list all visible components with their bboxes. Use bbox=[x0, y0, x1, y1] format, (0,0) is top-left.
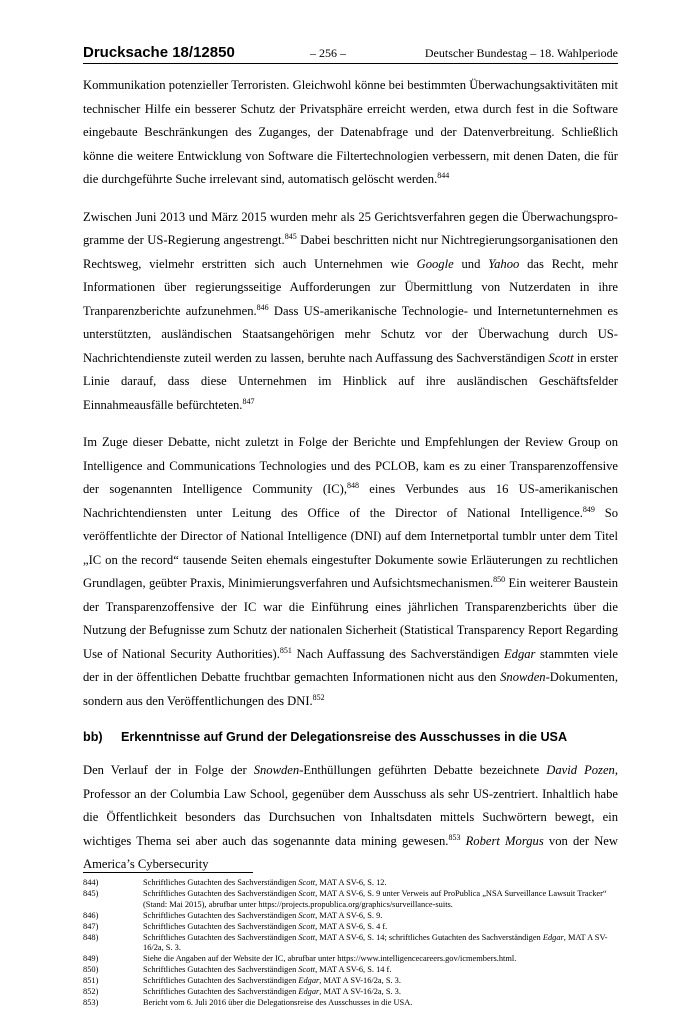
subheading-number: bb) bbox=[83, 730, 103, 744]
page-number: – 256 – bbox=[310, 46, 346, 60]
footnote-ref[interactable]: 853 bbox=[448, 832, 461, 842]
footnote: 846) Schriftliches Gutachten des Sachverständigen Scott, MAT A SV-6, S. 9. bbox=[83, 910, 383, 920]
footnote-separator bbox=[83, 872, 253, 873]
footnote: 851) Schriftliches Gutachten des Sachverständigen Edgar, MAT A SV-16/2a, S. 3. bbox=[83, 976, 401, 986]
footnote-ref[interactable]: 848 bbox=[346, 480, 359, 490]
paragraph-3: Im Zuge dieser Debatte, nicht zuletzt in Folge der Berichte und Empfehlungen der Review Group on Intelligence and Communications Technologies und des PCLOB, kam es zu einer Transparenzoffensive der sogenannten Intelligence Community (IC),$^{848}$ eines Verbundes aus 16 US-amerikanischen Nachrichtendiensten unter Leitung des Office of the Director of National Intelligence.$^{849}$ So veröffentlichte der Director of National Intelligence (DNI) auf dem Internetportal tumblr unter dem Titel „IC on the record“ tausende Seiten ehemals eingestufter Dokumente sowie Erläuterungen zu rechtlichen Grundlagen, geübter Praxis, Minimierungsverfahren und Aufsichtsmechanismen.$^{850}$ Ein weiterer Baustein der Transparenzoffensive der IC war die Einführung eines jährlichen Transparenzberichts über die Nutzung der Befugnisse zum Schutz der nationalen Sicherheit (Statistical Transparency Report Regarding Use of National Security Authorities).$^{851}$ Nach Auffassung des Sachverständigen Edgar stammten viele der in der öffentlichen Debatte fruchtbar gemachten Informationen nicht aus den Snowden-Dokumenten, sondern aus den Veröffentlichungen des DNI.$^{852}$ bbox=[83, 435, 618, 708]
footnote: 845) Schriftliches Gutachten des Sachverständigen Scott, MAT A SV-6, S. 9 unter Verweis auf ProPublica „NSA Surveillance Lawsuit Tracker“ (Stand: Mai 2015), abrufbar unter https://projects.propublica.org/graphics/surveillance-suits. bbox=[83, 888, 607, 909]
footnote-ref[interactable]: 845 bbox=[284, 231, 297, 241]
header-rule bbox=[83, 63, 618, 64]
footnote: 847) Schriftliches Gutachten des Sachverständigen Scott, MAT A SV-6, S. 4 f. bbox=[83, 921, 388, 931]
footnote-ref[interactable]: 850 bbox=[493, 574, 506, 584]
footnote: 853) Bericht vom 6. Juli 2016 über die Delegationsreise des Ausschusses in die USA. bbox=[83, 997, 413, 1007]
footnote-ref[interactable]: 844 bbox=[437, 170, 450, 180]
footnote-ref[interactable]: 847 bbox=[242, 396, 255, 406]
footnotes bbox=[83, 878, 618, 1009]
footnote-ref[interactable]: 852 bbox=[312, 692, 325, 702]
paragraph-4: Den Verlauf der in Folge der Snowden-Enthüllungen geführten Debatte bezeichnete David Pozen, Professor an der Columbia Law School, gegenüber dem Ausschuss als sehr US-zentriert. Inhaltlich habe die Öffentlichkeit besonders das Durchsuchen von Inhaltsdaten mittels Suchwörtern bewegt, ein wichtiges Thema sei aber auch das sogenannte data mining gewesen.$^{853}$ Robert Morgus von der New America’s Cybersecurity bbox=[83, 763, 619, 871]
parliament-title: Deutscher Bundestag – 18. Wahlperiode bbox=[424, 46, 618, 60]
footnote: 849) Siehe die Angaben auf der Website der IC, abrufbar unter https://www.intelligencecareers.gov/icmembers.html. bbox=[83, 954, 517, 964]
body-text bbox=[83, 74, 618, 877]
footnote: 848) Schriftliches Gutachten des Sachverständigen Scott, MAT A SV-6, S. 14; schriftliches Gutachten des Sachverständigen Edgar, MAT A SV-16/2a, S. 3. bbox=[83, 932, 608, 953]
page-header bbox=[83, 44, 618, 64]
section-subheading bbox=[83, 727, 618, 747]
document-number: Drucksache 18/12850 bbox=[83, 44, 235, 61]
footnote: 852) Schriftliches Gutachten des Sachverständigen Edgar, MAT A SV-16/2a, S. 3. bbox=[83, 987, 401, 997]
paragraph-1: Kommunikation potenzieller Terroristen. Gleichwohl könne bei bestimmten Überwachungsaktivitäten mit technischer Hilfe ein besserer Schutz der Privatsphäre erreicht werden, etwa durch fest in die Software eingebaute Beschränkungen des Zuganges, der Datenabfrage und der Datenverbreitung. Schließlich könne die weitere Entwicklung von Software die Filtertechnologien verbessern, mit denen Daten, die für die durchgeführte Suche irrelevant sind, automatisch gelöscht werden.$^{844}$ bbox=[83, 78, 618, 186]
footnote: 850) Schriftliches Gutachten des Sachverständigen Scott, MAT A SV-6, S. 14 f. bbox=[83, 965, 392, 975]
footnote-ref[interactable]: 846 bbox=[256, 302, 269, 312]
subheading-text: Erkenntnisse auf Grund der Delegationsreise des Ausschusses in die USA bbox=[121, 730, 568, 744]
footnote-ref[interactable]: 849 bbox=[582, 504, 595, 514]
footnote-ref[interactable]: 851 bbox=[279, 645, 292, 655]
footnote: 844) Schriftliches Gutachten des Sachverständigen Scott, MAT A SV-6, S. 12. bbox=[83, 878, 387, 887]
paragraph-2: Zwischen Juni 2013 und März 2015 wurden mehr als 25 Gerichtsverfahren gegen die Überwachungsprogramme der US-Regierung angestrengt.$^{845}$ Dabei beschritten nicht nur Nichtregierungsorganisationen den Rechtsweg, vielmehr erstritten sich auch Unternehmen wie Google und Yahoo das Recht, mehr Informationen über regierungsseitige Aufforderungen zur Übermittlung von Nutzerdaten in ihre Tranparenzberichte aufzunehmen.$^{846}$ Dass US-amerikanische Technologie- und Internetunternehmen es unterstützten, ausländischen Staatsangehörigen mehr Schutz vor der Überwachung durch US-Nachrichtendienste zuteil werden zu lassen, beruhte nach Auffassung des Sachverständigen Scott in erster Linie darauf, dass diese Unternehmen im Hinblick auf ihre ausländischen Geschäftsfelder Einnahmeausfälle befürchteten.$^{847}$ bbox=[83, 209, 619, 412]
